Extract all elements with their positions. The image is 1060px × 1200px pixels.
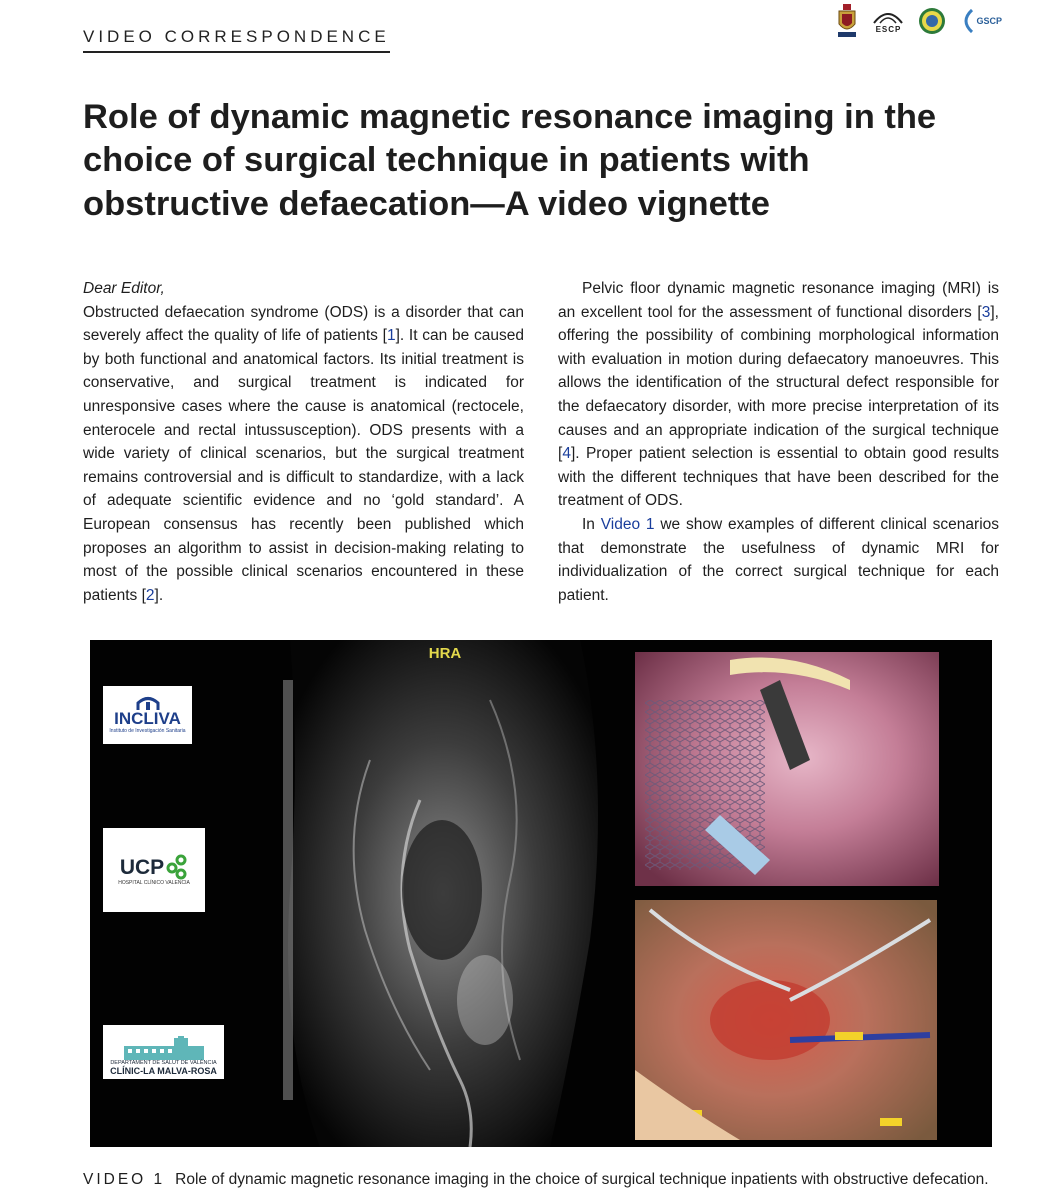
- ucp-logo: UCP HOSPITAL CLÍNICO VALENCIA: [103, 828, 205, 912]
- publisher-logos: [836, 4, 1002, 38]
- incliva-emblem-icon: [135, 696, 161, 710]
- paragraph-mri: Pelvic floor dynamic magnetic resonance imaging (MRI) is an excellent tool for the assessment of functional disorders [3], offering the possibility of combining morphological information with evaluation in motion during defaecatory manoeuvres. This allows the identification of the structural defect responsible for the defaecatory disorder, with more precise interpretation of its causes and an appropriate indication of the surgical technique [4]. Proper patient selection is essential to obtain good results with the different techniques that have been described for the treatment of ODS.: [558, 280, 999, 510]
- perineal-surgery-image: [635, 900, 937, 1140]
- hospital-building-icon: [114, 1036, 214, 1060]
- left-column: [83, 277, 524, 607]
- caption-label: VIDEO 1: [83, 1171, 166, 1188]
- paragraph-video: In Video 1 we show examples of different clinical scenarios that demonstrate the usefulness of dynamic MRI for individualization of the correct surgical technique for each patient.: [558, 515, 1000, 604]
- reference-link-2[interactable]: 2: [145, 586, 155, 604]
- video-player[interactable]: [90, 640, 992, 1147]
- ucp-rings-icon: [166, 854, 188, 880]
- video-link[interactable]: Video 1: [600, 515, 655, 533]
- article-title: Role of dynamic magnetic resonance imaging in the choice of surgical technique in patients with obstructive defaecation—A video vignette: [83, 98, 937, 223]
- reference-link-4[interactable]: 4: [562, 445, 571, 463]
- society-seal-icon: [918, 7, 946, 35]
- section-label: VIDEO CORRESPONDENCE: [83, 27, 390, 53]
- laparoscopy-image: [635, 652, 939, 886]
- right-column: [558, 277, 999, 607]
- caption-text: Role of dynamic magnetic resonance imaging in the choice of surgical technique inpatients with obstructive defecation.: [175, 1171, 989, 1188]
- escp-logo-icon: ESCP: [872, 9, 904, 34]
- department-logo: DEPARTAMENT DE SALUT DE VALÈNCIA CLÍNIC-LA MALVA-ROSA: [103, 1025, 224, 1079]
- reference-link-3[interactable]: 3: [981, 303, 991, 321]
- paragraph-intro: Obstructed defaecation syndrome (ODS) is a disorder that can severely affect the quality of life of patients [1]. It can be caused by both functional and anatomical factors. Its initial treatment is conservative, and surgical treatment is indicated for unresponsive cases where the cause is anatomical (rectocele, enterocele and rectal intussusception). ODS presents with a wide variety of clinical scenarios, but the surgical treatment remains controversial and is difficult to standardize, with a lack of adequate scientific evidence and no ‘gold standard’. A European consensus has recently been published which proposes an algorithm to assist in decision-making relating to most of the possible clinical scenarios encountered in these patients [2].: [83, 303, 524, 604]
- salutation: Dear Editor,: [83, 280, 165, 297]
- video-caption: [83, 1171, 989, 1189]
- mri-label: HRA: [428, 645, 462, 662]
- incliva-logo: INCLIVA Instituto de Investigación Sanitaria: [103, 686, 192, 744]
- reference-link-1[interactable]: 1: [386, 327, 396, 345]
- society-crest-icon: [836, 4, 858, 38]
- mri-image: [283, 640, 598, 1147]
- gscp-logo-icon: GSCP: [960, 8, 1002, 34]
